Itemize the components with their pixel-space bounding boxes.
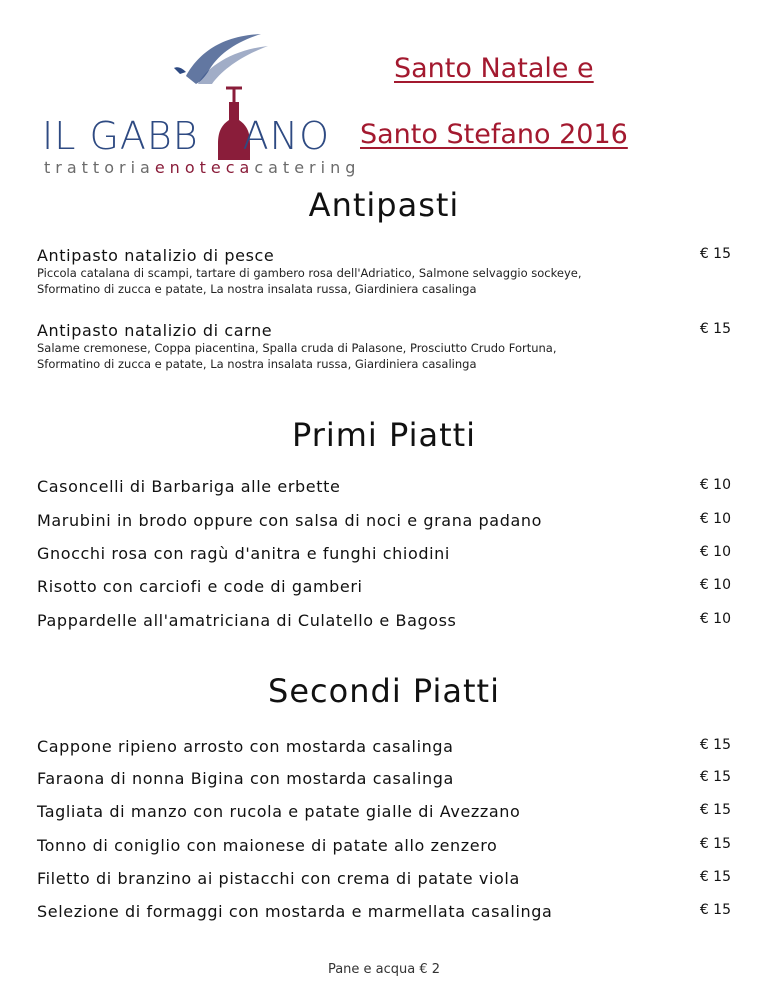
menu-item-name: Risotto con carciofi e code di gamberi	[37, 577, 363, 596]
menu-item-name: Tonno di coniglio con maionese di patate allo zenzero	[37, 836, 498, 855]
menu-item	[37, 769, 731, 788]
menu-title-line2: Santo Stefano 2016	[360, 119, 628, 150]
menu-item-price: € 15	[699, 869, 731, 885]
menu-item	[37, 737, 731, 756]
menu-item-price: € 15	[699, 321, 731, 337]
menu-item	[37, 544, 731, 563]
menu-item-price: € 10	[699, 577, 731, 593]
menu-title-line1: Santo Natale e	[394, 53, 594, 84]
menu-item-price: € 10	[699, 611, 731, 627]
menu-item-name: Tagliata di manzo con rucola e patate gialle di Avezzano	[37, 802, 521, 821]
section-title-secondi: Secondi Piatti	[268, 672, 500, 710]
menu-item	[37, 577, 731, 596]
menu-item-name: Antipasto natalizio di carne	[37, 321, 273, 340]
menu-item-price: € 15	[699, 902, 731, 918]
menu-item-name: Pappardelle all'amatriciana di Culatello e Bagoss	[37, 611, 457, 630]
logo-name: IL GABB ANO	[42, 114, 331, 158]
menu-item-name: Filetto di branzino ai pistacchi con crema di patate viola	[37, 869, 520, 888]
menu-item-name: Casoncelli di Barbariga alle erbette	[37, 477, 341, 496]
section-title-antipasti: Antipasti	[308, 186, 460, 224]
logo-tagline: trattoriaenotecacatering	[44, 158, 361, 177]
menu-item-description: Sformatino di zucca e patate, La nostra insalata russa, Giardiniera casalinga	[37, 282, 477, 296]
menu-item-description: Piccola catalana di scampi, tartare di gambero rosa dell'Adriatico, Salmone selvaggio sockeye,	[37, 266, 582, 280]
menu-item-price: € 15	[699, 836, 731, 852]
menu-item-price: € 15	[699, 246, 731, 262]
footer-note: Pane e acqua € 2	[327, 962, 441, 977]
logo	[36, 28, 361, 178]
menu-item-name: Selezione di formaggi con mostarda e marmellata casalinga	[37, 902, 553, 921]
menu-item-price: € 15	[699, 737, 731, 753]
menu-item-name: Gnocchi rosa con ragù d'anitra e funghi chiodini	[37, 544, 450, 563]
menu-item	[37, 321, 731, 372]
menu-item-name: Marubini in brodo oppure con salsa di noci e grana padano	[37, 511, 542, 530]
menu-item	[37, 511, 731, 530]
menu-item	[37, 902, 731, 921]
menu-item-name: Antipasto natalizio di pesce	[37, 246, 275, 265]
menu-item-price: € 10	[699, 544, 731, 560]
menu-item	[37, 611, 731, 630]
menu-item	[37, 246, 731, 297]
menu-item-name: Cappone ripieno arrosto con mostarda casalinga	[37, 737, 454, 756]
menu-item-description: Sformatino di zucca e patate, La nostra insalata russa, Giardiniera casalinga	[37, 357, 477, 371]
menu-item	[37, 836, 731, 855]
menu-item-price: € 15	[699, 769, 731, 785]
section-title-primi: Primi Piatti	[291, 416, 477, 454]
menu-item	[37, 802, 731, 821]
menu-item-price: € 15	[699, 802, 731, 818]
menu-item	[37, 869, 731, 888]
menu-item-price: € 10	[699, 511, 731, 527]
menu-item-name: Faraona di nonna Bigina con mostarda casalinga	[37, 769, 454, 788]
menu-item-description: Salame cremonese, Coppa piacentina, Spalla cruda di Palasone, Prosciutto Crudo Fortuna,	[37, 341, 557, 355]
menu-item	[37, 477, 731, 496]
menu-item-price: € 10	[699, 477, 731, 493]
